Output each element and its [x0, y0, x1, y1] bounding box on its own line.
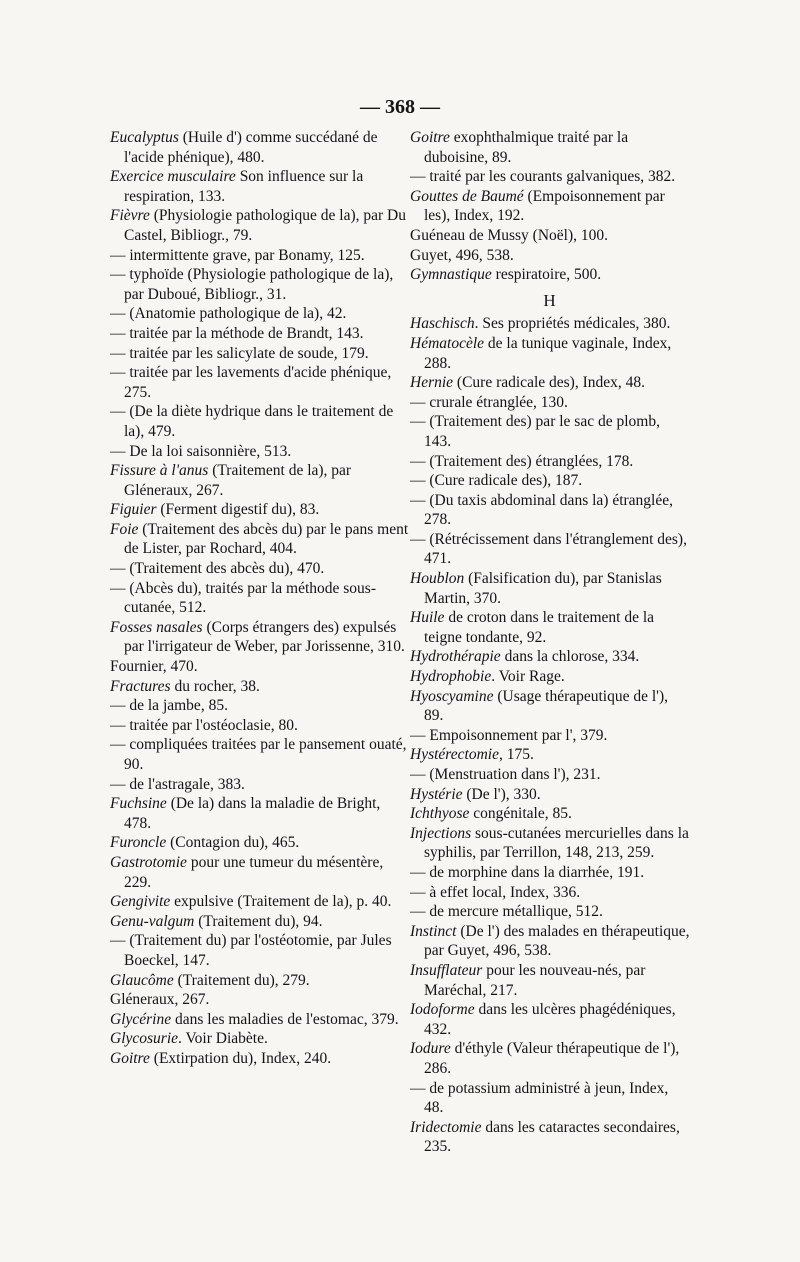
entry-text: — à effet local, Index, 336. [410, 883, 581, 901]
entry-text: (Huile d') comme succédané de l'acide phénique), 480. [124, 129, 378, 166]
entry-headword: Fièvre [110, 207, 150, 225]
index-entry [410, 667, 690, 687]
entry-headword: Goitre [110, 1049, 150, 1067]
index-entry [110, 657, 410, 677]
entry-text: (Traitement du), 279. [173, 971, 310, 989]
index-entry [410, 1079, 690, 1118]
section-letter: H [543, 290, 557, 310]
entry-headword: Hydrophobie [410, 668, 492, 686]
index-entry [110, 931, 410, 970]
index-entry [110, 500, 410, 520]
entry-text: — traitée par l'ostéoclasie, 80. [110, 716, 298, 734]
index-entry [410, 265, 690, 285]
entry-text: . Ses propriétés médicales, 380. [474, 315, 671, 333]
entry-text: — (De la diète hydrique dans le traitement de la), 479. [110, 403, 394, 440]
entry-text: Son influence sur la respiration, 133. [124, 168, 364, 205]
entry-text: respiratoire, 500. [491, 266, 602, 284]
index-entry [110, 696, 410, 716]
index-entry [110, 618, 410, 657]
index-entry [110, 1010, 410, 1030]
index-entry [110, 794, 410, 833]
index-entry [110, 128, 410, 167]
entry-text: (Empoisonnement par les), Index, 192. [424, 187, 665, 225]
index-entry [110, 324, 410, 344]
entry-headword: Fractures [110, 677, 171, 695]
entry-headword: Eucalyptus [110, 129, 179, 146]
entry-headword: Gastrotomie [110, 853, 187, 871]
index-entry [110, 775, 410, 795]
entry-text: . Voir Diabète. [178, 1030, 268, 1048]
entry-text: (Traitement de la), par Gléneraux, 267. [124, 462, 352, 499]
entry-text: (Extirpation du), Index, 240. [149, 1049, 332, 1067]
entry-headword: Glycérine [110, 1010, 172, 1028]
entry-text: dans les ulcères phagédéniques, 432. [424, 1001, 676, 1038]
entry-text: Guéneau de Mussy (Noël), 100. [410, 226, 609, 244]
index-entry [110, 520, 410, 559]
entry-text: dans les cataractes secondaires, 235. [424, 1118, 680, 1156]
entry-headword: Hydrothérapie [410, 648, 501, 666]
entry-text: — (Du taxis abdominal dans la) étranglée, 278. [410, 491, 673, 529]
entry-text: (Traitement des abcès du) par le pans ment de Lister, par Rochard, 404. [124, 520, 409, 558]
index-entry [410, 334, 690, 373]
entry-text: . Voir Rage. [491, 668, 565, 686]
index-entry [110, 892, 410, 912]
entry-text: (Cure radicale des), Index, 48. [453, 374, 645, 392]
entry-text: (Usage thérapeutique de l'), 89. [424, 687, 669, 725]
entry-text: — (Cure radicale des), 187. [410, 472, 583, 490]
index-entry [110, 1029, 410, 1049]
entry-text: — de morphine dans la diarrhée, 191. [410, 863, 645, 881]
entry-text: expulsive (Traitement de la), p. 40. [170, 893, 392, 911]
entry-text: de croton dans le traitement de la teigne tondante, 92. [424, 609, 655, 646]
index-entry [410, 745, 690, 765]
entry-headword: Furoncle [110, 834, 167, 852]
index-entry [410, 187, 690, 226]
index-entry [410, 863, 690, 883]
entry-headword: Figuier [110, 501, 157, 519]
index-entry [110, 912, 410, 932]
entry-headword: Gengivite [110, 893, 171, 911]
entry-text: pour les nouveau-nés, par Maréchal, 217. [424, 961, 646, 999]
index-entry [410, 647, 690, 667]
entry-text: — (Traitement du) par l'ostéotomie, par Jules Boeckel, 147. [110, 932, 392, 969]
entry-headword: Instinct [410, 922, 457, 940]
index-entry [410, 1000, 690, 1039]
entry-text: — de la jambe, 85. [110, 697, 228, 715]
index-entry [110, 853, 410, 892]
index-entry [110, 579, 410, 618]
index-entry [110, 461, 410, 500]
entry-headword: Hystérie [410, 785, 463, 803]
entry-text: Guyet, 496, 538. [410, 246, 514, 264]
entry-headword: Fuchsine [110, 795, 167, 813]
entry-text: exophthalmique traité par la duboisine, 89. [424, 129, 629, 166]
index-entry [410, 314, 690, 334]
index-entry [110, 363, 410, 402]
index-entry [410, 128, 690, 167]
entry-text: — traitée par les salicylate de soude, 179. [110, 344, 369, 362]
entry-text: pour une tumeur du mésentère, 229. [124, 853, 384, 891]
index-entry [410, 804, 690, 824]
index-entry [110, 735, 410, 774]
entry-text: (Falsification du), par Stanislas Martin, 370. [424, 570, 662, 607]
index-entry [410, 226, 690, 246]
entry-headword: Houblon [410, 570, 465, 588]
entry-headword: Hématocèle [410, 334, 485, 352]
index-entry [110, 265, 410, 304]
entry-headword: Hyoscyamine [410, 687, 494, 705]
index-entry [110, 1049, 410, 1069]
entry-text: (Physiologie pathologique de la), par Du Castel, Bibliogr., 79. [124, 207, 407, 244]
entry-headword: Iodoforme [410, 1001, 475, 1019]
index-entry [410, 452, 690, 472]
entry-text: — (Traitement des) par le sac de plomb, 143. [410, 413, 660, 450]
index-entry [410, 883, 690, 903]
entry-text: — intermittente grave, par Bonamy, 125. [110, 246, 365, 264]
entry-text: d'éthyle (Valeur thérapeutique de l'), 286. [424, 1040, 680, 1077]
entry-text: — crurale étranglée, 130. [410, 393, 568, 411]
entry-text: — compliquées traitées par le pansement ouaté, 90. [110, 736, 407, 773]
entry-headword: Foie [110, 520, 139, 538]
page-number: — 368 — [360, 96, 440, 118]
entry-text: (Contagion du), 465. [166, 834, 300, 852]
index-entry [410, 922, 690, 961]
entry-text: , 175. [498, 746, 534, 764]
entry-text: — (Traitement des) étranglées, 178. [410, 452, 634, 470]
entry-text: — typhoïde (Physiologie pathologique de la), par Duboué, Bibliogr., 31. [110, 266, 394, 303]
entry-text: — (Anatomie pathologique de la), 42. [110, 305, 347, 323]
entry-headword: Haschisch [410, 315, 475, 333]
index-entry [410, 1118, 690, 1157]
entry-text: — Empoisonnement par l', 379. [410, 726, 608, 744]
entry-headword: Ichthyose [410, 805, 470, 823]
entry-text: (Traitement du), 94. [194, 912, 323, 930]
index-entry [110, 833, 410, 853]
index-entry [410, 902, 690, 922]
index-entry [110, 971, 410, 991]
index-entry [410, 167, 690, 187]
entry-text: — De la loi saisonnière, 513. [110, 442, 292, 460]
index-entry [110, 442, 410, 462]
index-entry [110, 559, 410, 579]
entry-headword: Gymnastique [410, 266, 492, 284]
index-entry [110, 990, 410, 1010]
index-entry [110, 344, 410, 364]
left-column [110, 128, 410, 1069]
entry-headword: Hystérectomie [410, 746, 499, 764]
entry-text: — (Traitement des abcès du), 470. [110, 560, 325, 578]
index-entry [410, 824, 690, 863]
index-entry [410, 491, 690, 530]
entry-text: — (Menstruation dans l'), 231. [410, 766, 601, 783]
index-entry [410, 1039, 690, 1078]
entry-headword: Iodure [410, 1040, 451, 1058]
entry-text: Fournier, 470. [110, 658, 198, 676]
index-entry [110, 246, 410, 266]
entry-text: — de mercure métallique, 512. [410, 903, 603, 921]
entry-text: — de potassium administré à jeun, Index, 48. [410, 1079, 669, 1117]
entry-headword: Insufflateur [410, 961, 483, 979]
index-entry [410, 765, 690, 785]
entry-text: — traitée par la méthode de Brandt, 143. [110, 324, 364, 342]
index-entry [410, 608, 690, 647]
entry-text: — (Abcès du), traités par la méthode sous-cutanée, 512. [110, 579, 377, 617]
right-column [410, 128, 690, 1157]
entry-text: Gléneraux, 267. [110, 991, 210, 1009]
index-entry [410, 530, 690, 569]
entry-text: congénitale, 85. [469, 805, 572, 823]
entry-headword: Huile [410, 609, 445, 627]
index-entry [410, 687, 690, 726]
entry-text: dans les maladies de l'estomac, 379. [171, 1010, 399, 1028]
entry-text: — traité par les courants galvaniques, 382. [410, 168, 676, 186]
index-entry [410, 726, 690, 746]
entry-text: sous-cutanées mercurielles dans la syphilis, par Terrillon, 148, 213, 259. [424, 824, 689, 862]
entry-headword: Hernie [410, 374, 454, 392]
entry-headword: Glaucôme [110, 971, 174, 989]
entry-headword: Genu-valgum [110, 912, 195, 930]
entry-headword: Goitre [410, 129, 450, 146]
entry-headword: Exercice musculaire [110, 168, 236, 186]
index-entry [110, 304, 410, 324]
entry-text: — (Rétrécissement dans l'étranglement des), 471. [410, 530, 687, 568]
entry-text: de la tunique vaginale, Index, 288. [424, 334, 672, 372]
index-entry [410, 393, 690, 413]
entry-headword: Fosses nasales [110, 618, 203, 636]
entry-text: — traitée par les lavements d'acide phénique, 275. [110, 364, 392, 401]
index-entry [110, 402, 410, 441]
entry-text: — de l'astragale, 383. [110, 775, 245, 793]
entry-text: (Corps étrangers des) expulsés par l'irrigateur de Weber, par Jorissenne, 310. [124, 618, 405, 656]
index-entry [410, 412, 690, 451]
entry-headword: Injections [410, 824, 472, 842]
entry-text: (De l') des malades en thérapeutique, par Guyet, 496, 538. [424, 922, 690, 960]
index-entry [410, 785, 690, 805]
index-entry [110, 167, 410, 206]
entry-headword: Gouttes de Baumé [410, 187, 524, 205]
entry-text: (De l'), 330. [462, 785, 541, 803]
index-entry [110, 677, 410, 697]
entry-headword: Iridectomie [410, 1118, 482, 1136]
entry-headword: Fissure à l'anus [110, 462, 209, 480]
index-entry [110, 716, 410, 736]
index-entry [410, 569, 690, 608]
index-entry [410, 246, 690, 266]
entry-text: dans la chlorose, 334. [500, 648, 640, 666]
entry-text: (Ferment digestif du), 83. [156, 501, 320, 519]
entry-text: (De la) dans la maladie de Bright, 478. [124, 795, 381, 832]
index-entry [410, 961, 690, 1000]
index-entry [110, 206, 410, 245]
entry-headword: Glycosurie [110, 1030, 179, 1048]
index-entry [410, 373, 690, 393]
index-entry [410, 471, 690, 491]
entry-text: du rocher, 38. [170, 677, 260, 695]
